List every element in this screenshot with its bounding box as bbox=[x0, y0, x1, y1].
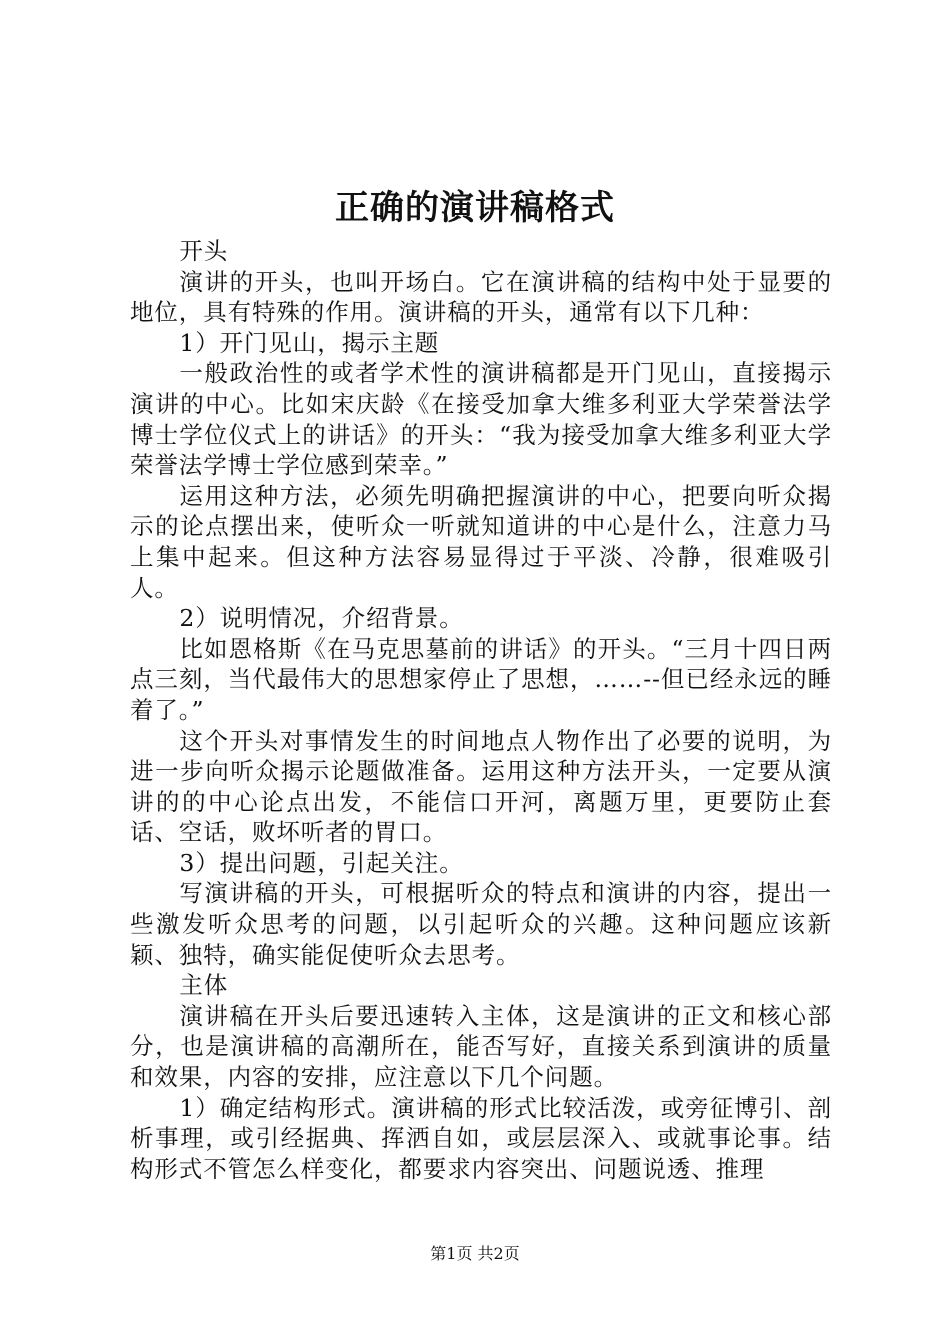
heading-opening: 开头 bbox=[179, 237, 229, 265]
paragraph: 演讲稿在开头后要迅速转入主体，这是演讲的正文和核心部分，也是演讲稿的高潮所在，能否写好，直接关系到演讲的质量和效果，内容的安排，应注意以下几个问题。 bbox=[130, 1001, 832, 1092]
subheading: 1）开门见山，揭示主题 bbox=[179, 328, 440, 357]
document-title: 正确的演讲稿格式 bbox=[335, 188, 615, 228]
page-number-footer: 第1页 共2页 bbox=[430, 1244, 520, 1263]
subheading: 3）提出问题，引起关注。 bbox=[179, 848, 464, 877]
heading-main-body: 主体 bbox=[179, 971, 229, 1000]
paragraph: 这个开头对事情发生的时间地点人物作出了必要的说明，为进一步向听众揭示论题做准备。运用这种方法开头，一定要从演讲的的中心论点出发，不能信口开河，离题万里，更要防止套话、空话，败坏听者的胃口。 bbox=[130, 726, 832, 847]
document-body bbox=[130, 236, 832, 1184]
paragraph: 演讲的开头，也叫开场白。它在演讲稿的结构中处于显要的地位，具有特殊的作用。演讲稿的开头，通常有以下几种： bbox=[130, 267, 832, 327]
paragraph: 运用这种方法，必须先明确把握演讲的中心，把要向听众揭示的论点摆出来，使听众一听就知道讲的中心是什么，注意力马上集中起来。但这种方法容易显得过于平淡、冷静，很难吸引人。 bbox=[130, 481, 832, 602]
paragraph: 写演讲稿的开头，可根据听众的特点和演讲的内容，提出一些激发听众思考的问题，以引起听众的兴趣。这种问题应该新颖、独特，确实能促使听众去思考。 bbox=[130, 879, 832, 969]
subheading: 2）说明情况，介绍背景。 bbox=[179, 604, 464, 633]
paragraph: 一般政治性的或者学术性的演讲稿都是开门见山，直接揭示演讲的中心。比如宋庆龄《在接受加拿大维多利亚大学荣誉法学博士学位仪式上的讲话》的开头：“我为接受加拿大维多利亚大学荣誉法学博士学位感到荣幸。” bbox=[130, 359, 832, 480]
paragraph: 比如恩格斯《在马克思墓前的讲话》的开头。“三月十四日两点三刻，当代最伟大的思想家停止了思想，……--但已经永远的睡着了。” bbox=[130, 634, 832, 724]
paragraph: 1）确定结构形式。演讲稿的形式比较活泼，或旁征博引、剖析事理，或引经据典、挥洒自如，或层层深入、或就事论事。结构形式不管怎么样变化，都要求内容突出、问题说透、推理 bbox=[130, 1093, 832, 1183]
